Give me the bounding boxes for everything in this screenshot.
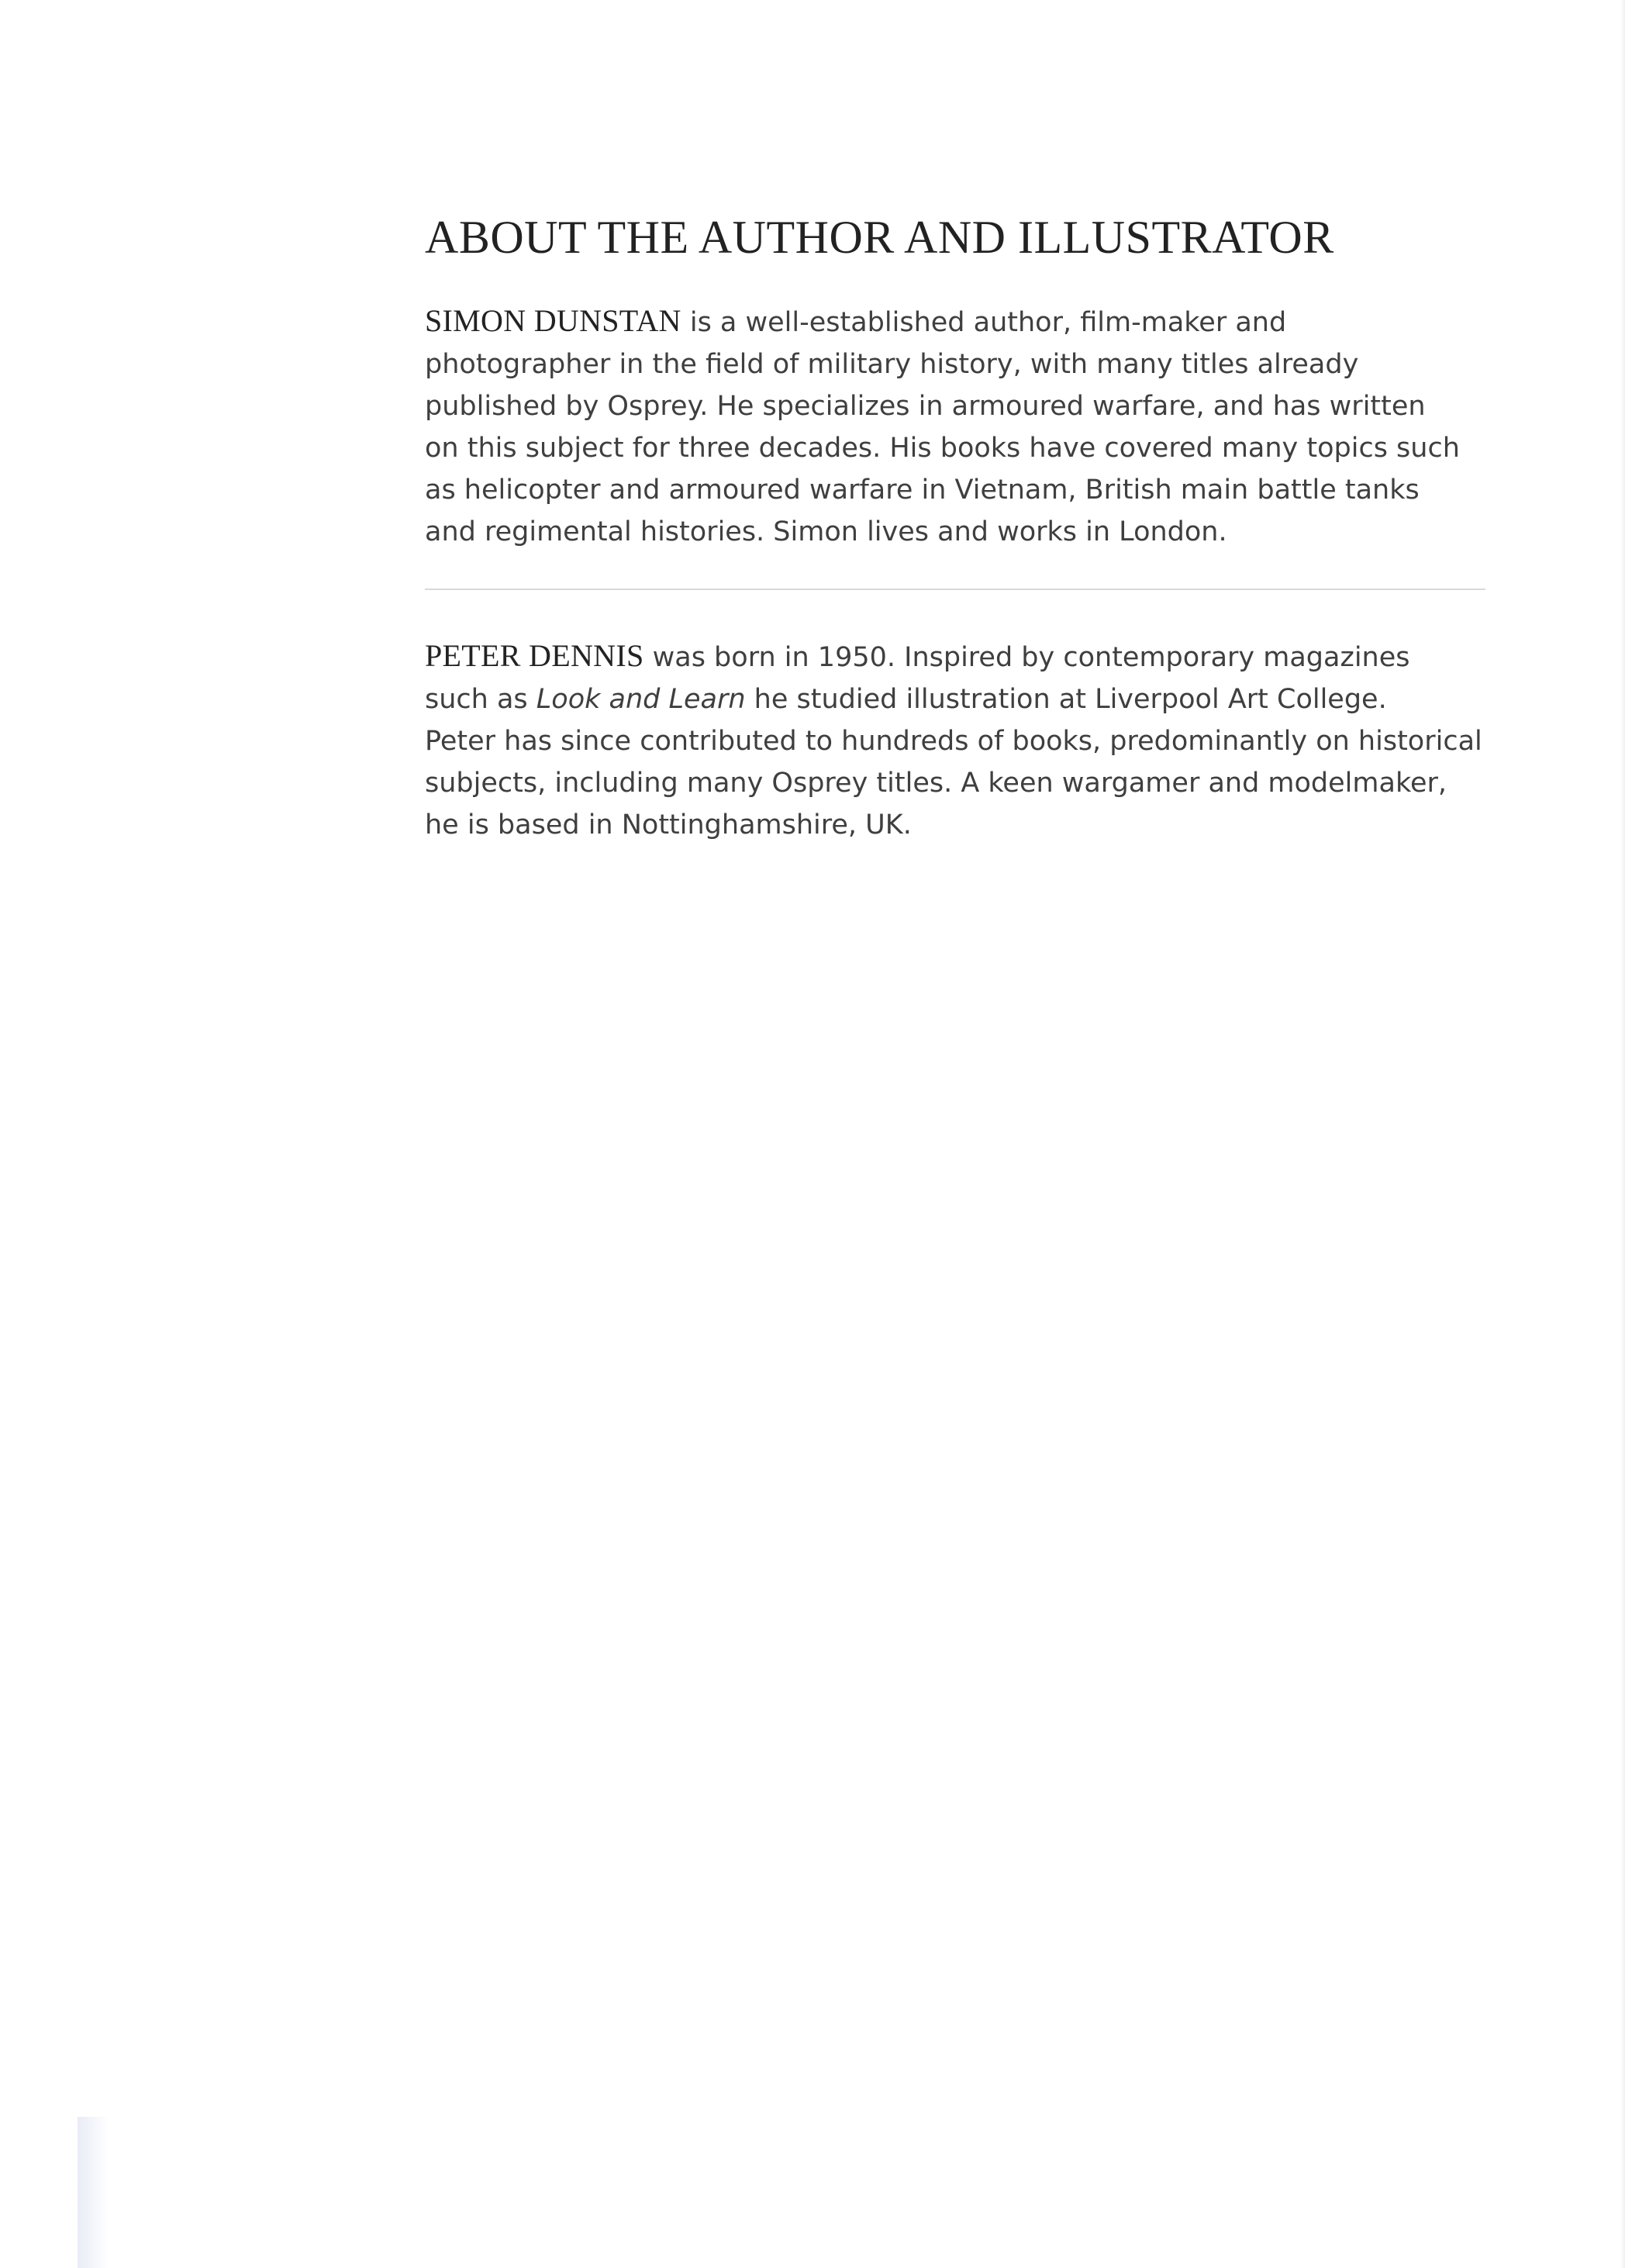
scan-shadow-left bbox=[78, 2117, 109, 2268]
scan-shadow-right bbox=[1620, 0, 1625, 2268]
author-bio-line bbox=[425, 300, 1487, 343]
illustrator-bio-line: he is based in Nottinghamshire, UK. bbox=[425, 810, 912, 841]
illustrator-bio-line: subjects, including many Osprey titles. A keen wargamer and modelmaker, bbox=[425, 768, 1447, 799]
author-bio-line: published by Osprey. He specializes in armoured warfare, and has written bbox=[425, 391, 1426, 422]
author-bio-line: as helicopter and armoured warfare in Vietnam, British main battle tanks bbox=[425, 475, 1420, 506]
illustrator-bio-line bbox=[425, 635, 1487, 678]
about-section bbox=[425, 209, 1487, 846]
author-bio-text: is a well-established author, film-maker and bbox=[681, 307, 1287, 338]
illustrator-bio-text: was born in 1950. Inspired by contemporary magazines bbox=[643, 642, 1410, 673]
illustrator-bio-line bbox=[425, 678, 1487, 720]
section-divider bbox=[425, 589, 1485, 590]
illustrator-bio bbox=[425, 635, 1487, 846]
illustrator-name: PETER DENNIS bbox=[425, 638, 644, 673]
illustrator-bio-line: Peter has since contributed to hundreds of books, predominantly on historical bbox=[425, 726, 1482, 757]
illustrator-bio-text: such as bbox=[425, 684, 536, 715]
illustrator-bio-text: he studied illustration at Liverpool Art College. bbox=[745, 684, 1387, 715]
author-bio-line: and regimental histories. Simon lives and works in London. bbox=[425, 516, 1227, 547]
author-name: SIMON DUNSTAN bbox=[425, 303, 681, 338]
section-title: ABOUT THE AUTHOR AND ILLUSTRATOR bbox=[425, 212, 1334, 263]
author-bio-line: on this subject for three decades. His books have covered many topics such bbox=[425, 433, 1460, 464]
author-bio bbox=[425, 300, 1487, 553]
magazine-title: Look and Learn bbox=[536, 684, 746, 715]
author-bio-line: photographer in the field of military history, with many titles already bbox=[425, 349, 1359, 380]
